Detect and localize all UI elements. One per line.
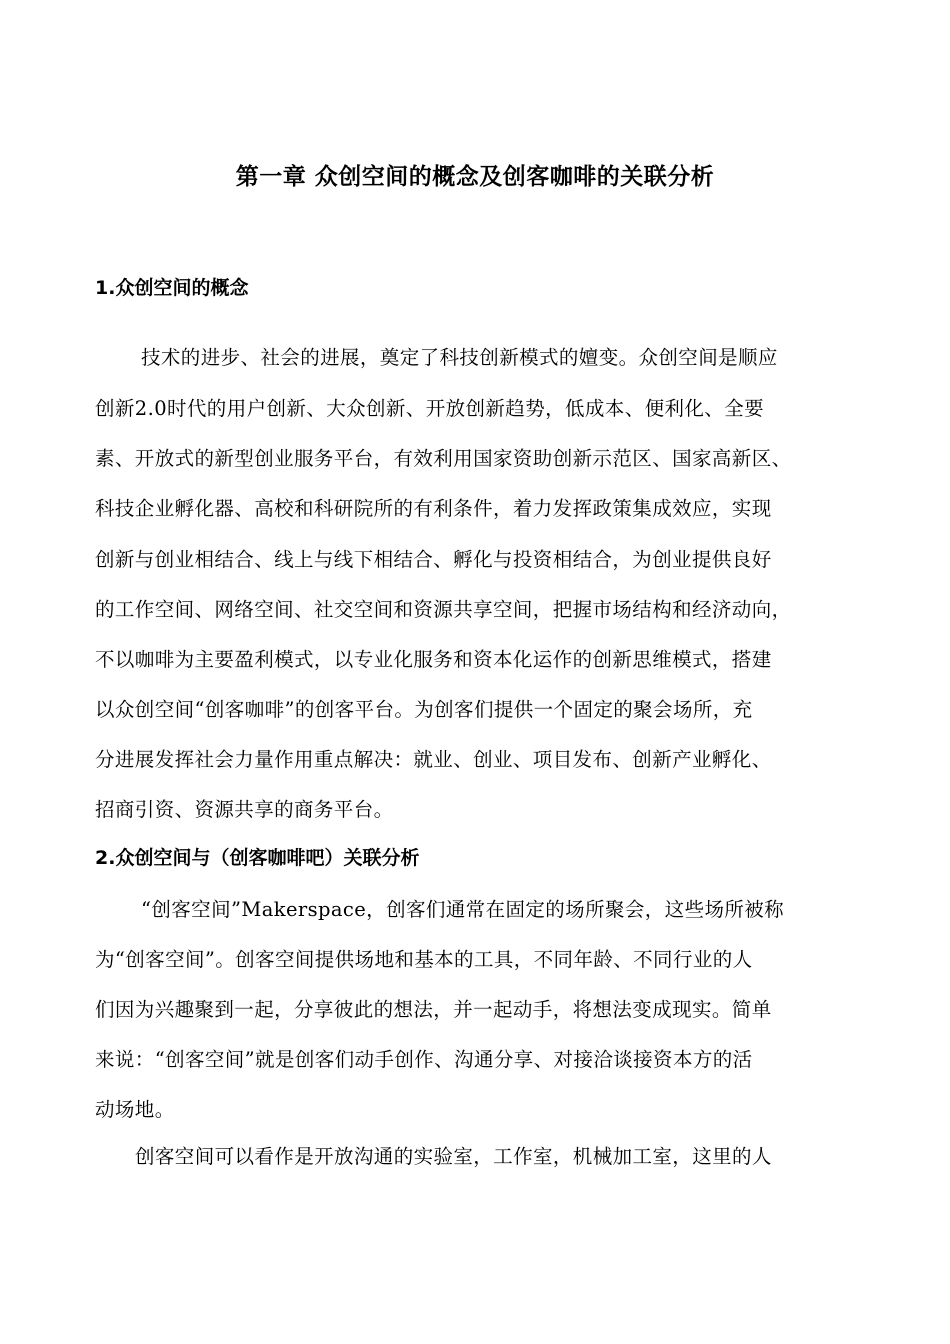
paragraph-line: 分进展发挥社会力量作用重点解决：就业、创业、项目发布、创新产业孵化、 [95, 748, 772, 771]
paragraph-line: 科技企业孵化器、高校和科研院所的有利条件，着力发挥政策集成效应，实现 [95, 497, 772, 520]
paragraph-line: 创客空间可以看作是开放沟通的实验室，工作室，机械加工室，这里的人 [135, 1145, 772, 1168]
section-heading-2: 2.众创空间与（创客咖啡吧）关联分析 [95, 847, 420, 869]
paragraph-line: 创新与创业相结合、线上与线下相结合、孵化与投资相结合，为创业提供良好 [95, 548, 772, 571]
paragraph-line: 以众创空间“创客咖啡”的创客平台。为创客们提供一个固定的聚会场所，充 [95, 698, 753, 721]
paragraph-line: 的工作空间、网络空间、社交空间和资源共享空间，把握市场结构和经济动向， [95, 598, 792, 621]
paragraph-line: “创客空间”Makerspace，创客们通常在固定的场所聚会，这些场所被称 [141, 898, 785, 921]
paragraph-line: 动场地。 [95, 1098, 175, 1121]
section-heading-1: 1.众创空间的概念 [95, 277, 249, 299]
chapter-title: 第一章 众创空间的概念及创客咖啡的关联分析 [235, 164, 715, 190]
paragraph-line: 素、开放式的新型创业服务平台，有效利用国家资助创新示范区、国家高新区、 [95, 447, 792, 470]
paragraph-line: 来说：“创客空间”就是创客们动手创作、沟通分享、对接洽谈接资本方的活 [95, 1048, 753, 1071]
paragraph-line: 们因为兴趣聚到一起，分享彼此的想法，并一起动手，将想法变成现实。简单 [95, 998, 772, 1021]
paragraph-line: 创新2.0时代的用户创新、大众创新、开放创新趋势，低成本、便利化、全要 [95, 397, 765, 420]
paragraph-line: 为“创客空间”。创客空间提供场地和基本的工具，不同年龄、不同行业的人 [95, 948, 753, 971]
paragraph-line: 不以咖啡为主要盈利模式，以专业化服务和资本化运作的创新思维模式，搭建 [95, 648, 772, 671]
paragraph-line: 技术的进步、社会的进展，奠定了科技创新模式的嬗变。众创空间是顺应 [141, 346, 778, 369]
paragraph-line: 招商引资、资源共享的商务平台。 [95, 798, 394, 821]
